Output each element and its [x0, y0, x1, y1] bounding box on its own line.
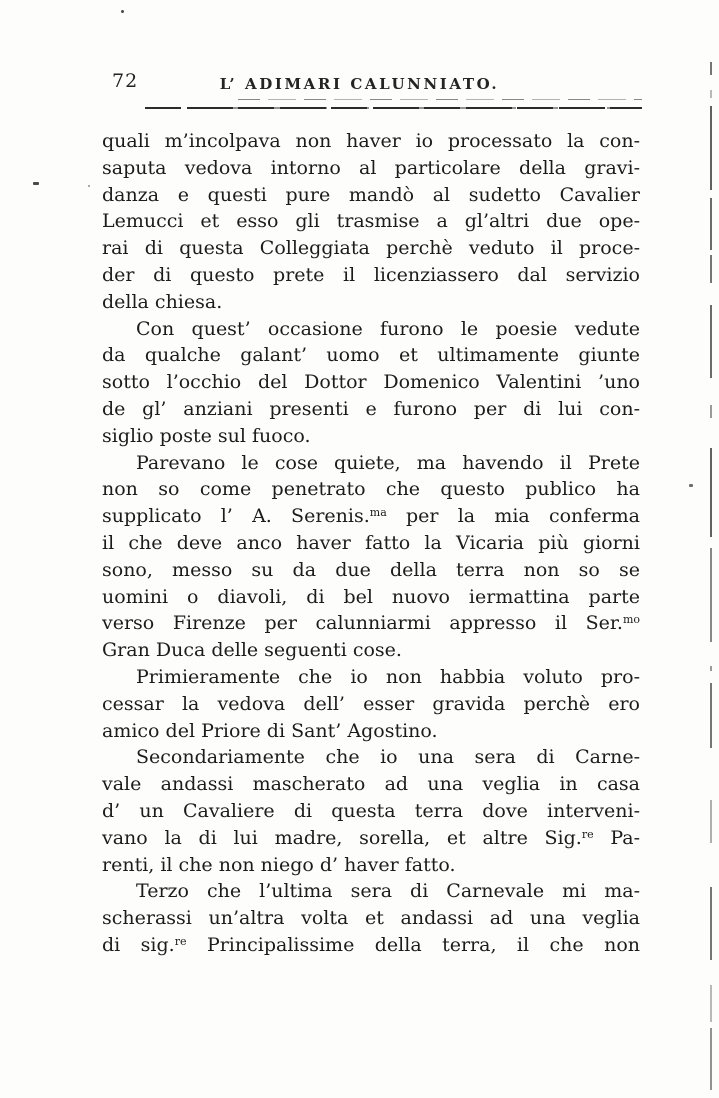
text-line: sotto l’occhio del Dottor Domenico Valentini ’uno [102, 371, 640, 394]
header-rule-upper [238, 99, 642, 100]
scan-line-segment [710, 800, 712, 843]
text-line: saputa vedova intorno al particolare della gravi- [102, 156, 640, 179]
text-line: Lemucci et esso gli trasmise a gl’altri due ope- [102, 210, 640, 233]
text-line: non so come penetrato che questo publico ha [102, 478, 640, 501]
text-line: rai di questa Colleggiata perchè veduto il proce- [102, 237, 640, 260]
text-line: della chiesa. [102, 290, 223, 313]
scan-line-segment [710, 255, 712, 283]
scan-line-segment [710, 985, 712, 1022]
text-line: amico del Priore di Sant’ Agostino. [102, 719, 438, 742]
page-number: 72 [112, 70, 139, 92]
text-line: sono, messo su da due della terra non so se [102, 558, 640, 581]
header-rule [145, 107, 642, 109]
running-title: L’ ADIMARI CALUNNIATO. [219, 75, 500, 93]
text-line: de gl’ anziani presenti e furono per di lui con- [102, 397, 640, 420]
scan-speck [121, 10, 124, 13]
text-line: Secondariamente che io una sera di Carne- [136, 746, 640, 769]
text-block [102, 128, 640, 959]
text-line: vale andassi mascherato ad una veglia in casa [102, 773, 640, 796]
text-line: d’ un Cavaliere di questa terra dove interveni- [102, 799, 640, 822]
text-line: der di questo prete il licenziassero dal servizio [102, 263, 640, 286]
text-line: renti, il che non niego d’ haver fatto. [102, 853, 456, 876]
text-line: quali m’incolpava non haver io processato la con- [102, 130, 640, 152]
text-line: scherassi un’altra volta et andassi ad una veglia [102, 907, 640, 930]
scan-line-segment [710, 887, 712, 960]
text-line: da qualche galant’ uomo et ultimamente giunte [102, 344, 640, 367]
scan-line-segment [710, 548, 712, 642]
scan-line-segment [710, 198, 712, 250]
scan-line-segment [710, 305, 712, 378]
scan-line-segment [710, 90, 712, 98]
text-line: supplicato l’ A. Serenis.$^{ma}$ per la mia conferma [102, 505, 640, 528]
scan-line-segment [710, 405, 712, 418]
scan-line-segment [710, 62, 712, 75]
text-line: Gran Duca delle seguenti cose. [102, 639, 402, 662]
text-line: cessar la vedova dell’ esser gravida perchè ero [102, 692, 640, 715]
text-line: vano la di lui madre, sorella, et altre Sig.$^{re}$ Pa- [102, 826, 641, 849]
scan-speck [88, 185, 90, 187]
scan-line-segment [710, 106, 712, 190]
text-line: Terzo che l’ultima sera di Carnevale mi ma- [136, 880, 640, 903]
text-line: Parevano le cose quiete, ma havendo il Prete [136, 451, 640, 474]
text-line: siglio poste sul fuoco. [102, 424, 311, 447]
text-line: verso Firenze per calunniarmi appresso il Ser.$^{mo}$ [102, 612, 640, 635]
text-line: danza e questi pure mandò al sudetto Cavalier [102, 183, 640, 206]
scan-line-segment [710, 666, 712, 671]
scan-speck [33, 182, 39, 185]
scan-speck [689, 484, 693, 487]
text-line: di sig.$^{re}$ Principalissime della terra, il che non [102, 933, 641, 956]
text-line: Con quest’ occasione furono le poesie vedute [136, 317, 640, 340]
scan-line-segment [710, 1028, 712, 1090]
text-line: uomini o diavoli, di bel nuovo iermattina parte [102, 585, 640, 608]
scan-line-segment [710, 448, 712, 537]
text-line: Primieramente che io non habbia voluto pro- [136, 665, 640, 688]
scan-line-segment [710, 683, 712, 748]
text-line: il che deve anco haver fatto la Vicaria più giorni [102, 531, 640, 554]
